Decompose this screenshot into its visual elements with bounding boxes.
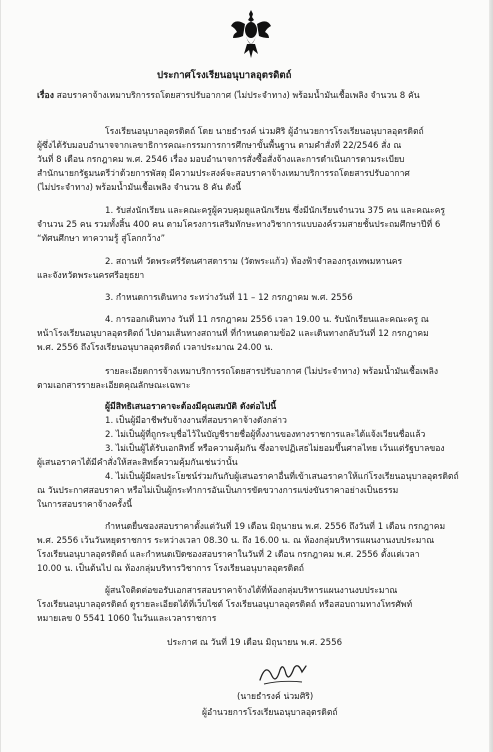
body-line: ผู้ซึ่งได้รับมอบอำนาจจากเลขาธิการคณะกรรมการการศึกษาขั้นพื้นฐาน ตามคำสั่งที่ 22/2546 สั่ง ณ xyxy=(37,141,402,151)
announcement-title: ประกาศโรงเรียนอนุบาลอุตรดิตถ์ xyxy=(157,70,292,81)
body-line: ผู้เสนอราคาได้มีคำสั่งให้สละสิทธิ์ความคุ้มกันเช่นว่านั้น xyxy=(37,458,238,468)
body-line: รายละเอียดการจ้างเหมาบริการรถโดยสารปรับอากาศ (ไม่ประจำทาง) พร้อมน้ำมันเชื้อเพลิง xyxy=(105,367,439,377)
qualification-item: 1. เป็นผู้มีอาชีพรับจ้างงานที่สอบราคาจ้างดังกล่าว xyxy=(105,416,287,426)
body-line: (ไม่ประจำทาง) พร้อมน้ำมันเชื้อเพลิง จำนวน 8 คัน ดังนี้ xyxy=(37,183,242,193)
body-line: 3. กำหนดการเดินทาง ระหว่างวันที่ 11 – 12 กรกฎาคม พ.ศ. 2556 xyxy=(105,293,353,303)
body-line: หน้าโรงเรียนอนุบาลอุตรดิตถ์ ไปตามเส้นทางสถานที่ ที่กำหนดตามข้อ2 และเดินทางกลับวันที่ 12 กรกฎาคม xyxy=(37,329,429,339)
subject-label: เรื่อง xyxy=(37,91,54,101)
body-line: โรงเรียนอนุบาลอุตรดิตถ์ และกำหนดเปิดซองสอบราคาในวันที่ 2 เดือน กรกฎาคม พ.ศ. 2556 ตั้งแต่เวลา xyxy=(37,550,420,560)
qualification-item: 2. ไม่เป็นผู้ที่ถูกระบุชื่อไว้ในบัญชีรายชื่อผู้ทิ้งงานของทางราชการและได้แจ้งเวียนชื่อแล้ว xyxy=(105,430,426,440)
body-line: 10.00 น. เป็นต้นไป ณ ห้องกลุ่มบริหารวิชาการ โรงเรียนอนุบาลอุตรดิตถ์ xyxy=(37,564,304,574)
body-line: ในการสอบราคาจ้างครั้งนี้ xyxy=(37,500,133,510)
body-line: กำหนดยื่นซองสอบราคาตั้งแต่วันที่ 19 เดือน มิถุนายน พ.ศ. 2556 ถึงวันที่ 1 เดือน กรกฎาคม xyxy=(105,522,446,532)
body-line: พ.ศ. 2556 ถึงโรงเรียนอนุบาลอุตรดิตถ์ เวลาประมาณ 24.00 น. xyxy=(37,343,273,353)
body-line: วันที่ 8 เดือน กรกฎาคม พ.ศ. 2546 เรื่อง มอบอำนาจการสั่งซื้อสั่งจ้างและการดำเนินการตามระเบียบ xyxy=(37,155,405,165)
body-line: ตามเอกสารรายละเอียดคุณลักษณะเฉพาะ xyxy=(37,381,191,391)
signer-name: (นายธำรงค์ น่วมศิริ) xyxy=(237,692,314,702)
body-line: โรงเรียนอนุบาลอุตรดิตถ์ ดูรายละเอียดได้ที่เว็บไซต์ โรงเรียนอนุบาลอุตรดิตถ์ หรือสอบถามทางโทรศัพท์ xyxy=(37,600,413,610)
body-line: จำนวน 25 คน รวมทั้งสิ้น 400 คน ตามโครงการเสริมทักษะทางวิชาการแบบองค์รวมสายชั้นประถมศึกษาปีที่ 6 xyxy=(37,220,441,230)
garuda-emblem-icon xyxy=(229,8,273,60)
body-line: ณ วันประกาศสอบราคา หรือไม่เป็นผู้กระทำการอันเป็นการขัดขวางการแข่งขันราคาอย่างเป็นธรรม xyxy=(37,486,399,496)
qualification-item: 4. ไม่เป็นผู้มีผลประโยชน์ร่วมกันกับผู้เสนอราคาอื่นที่เข้าเสนอราคาให้แก่โรงเรียนอนุบาลอุตรดิตถ์ xyxy=(105,472,459,482)
body-line: 4. การออกเดินทาง วันที่ 11 กรกฎาคม 2556 เวลา 19.00 น. รับนักเรียนและคณะครู ณ xyxy=(105,315,429,325)
announcement-date: ประกาศ ณ วันที่ 19 เดือน มิถุนายน พ.ศ. 2556 xyxy=(167,638,343,648)
body-line: หมายเลข 0 5541 1060 ในวันและเวลาราชการ xyxy=(37,614,217,624)
body-line: 2. สถานที่ วัดพระศรีรัตนศาสดาราม (วัดพระแก้ว) ท้องฟ้าจำลองกรุงเทพมหานคร xyxy=(105,257,403,267)
body-line: โรงเรียนอนุบาลอุตรดิตถ์ โดย นายธำรงค์ น่วมศิริ ผู้อำนวยการโรงเรียนอนุบาลอุตรดิตถ์ xyxy=(105,127,424,137)
scan-edge xyxy=(489,0,493,752)
signature-icon xyxy=(256,658,308,688)
subject-text: สอบราคาจ้างเหมาบริการรถโดยสารปรับอากาศ (ไม่ประจำทาง) พร้อมน้ำมันเชื้อเพลิง จำนวน 8 คัน xyxy=(56,91,420,101)
body-line: สำนักนายกรัฐมนตรีว่าด้วยการพัสดุ มีความประสงค์จะสอบราคาจ้างเหมาบริการรถโดยสารปรับอากาศ xyxy=(37,169,410,179)
body-line: ผู้สนใจติดต่อขอรับเอกสารสอบราคาจ้างได้ที่ห้องกลุ่มบริหารแผนงานงบประมาณ xyxy=(105,586,398,596)
body-line: พ.ศ. 2556 เว้นวันหยุดราชการ ระหว่างเวลา 08.30 น. ถึง 16.00 น. ณ ห้องกลุ่มบริหารแผนงานงบประมาณ xyxy=(37,536,435,546)
signer-title: ผู้อำนวยการโรงเรียนอนุบาลอุตรดิตถ์ xyxy=(202,708,338,718)
qualification-heading: ผู้มีสิทธิเสนอราคาจะต้องมีคุณสมบัติ ดังต่อไปนี้ xyxy=(105,402,277,412)
qualification-item: 3. ไม่เป็นผู้ได้รับเอกสิทธิ์ หรือความคุ้มกัน ซึ่งอาจปฏิเสธไม่ยอมขึ้นศาลไทย เว้นแต่รัฐบาลของ xyxy=(105,444,445,454)
body-line: “ทัศนศึกษา ทาความรู้ สู่โลกกว้าง” xyxy=(37,234,166,244)
body-line: 1. รับส่งนักเรียน และคณะครูผู้ควบคุมดูแลนักเรียน ซึ่งมีนักเรียนจำนวน 375 คน และคณะครู xyxy=(105,206,445,216)
subject-line xyxy=(37,90,420,102)
body-line: และจังหวัดพระนครศรีอยุธยา xyxy=(37,271,145,281)
